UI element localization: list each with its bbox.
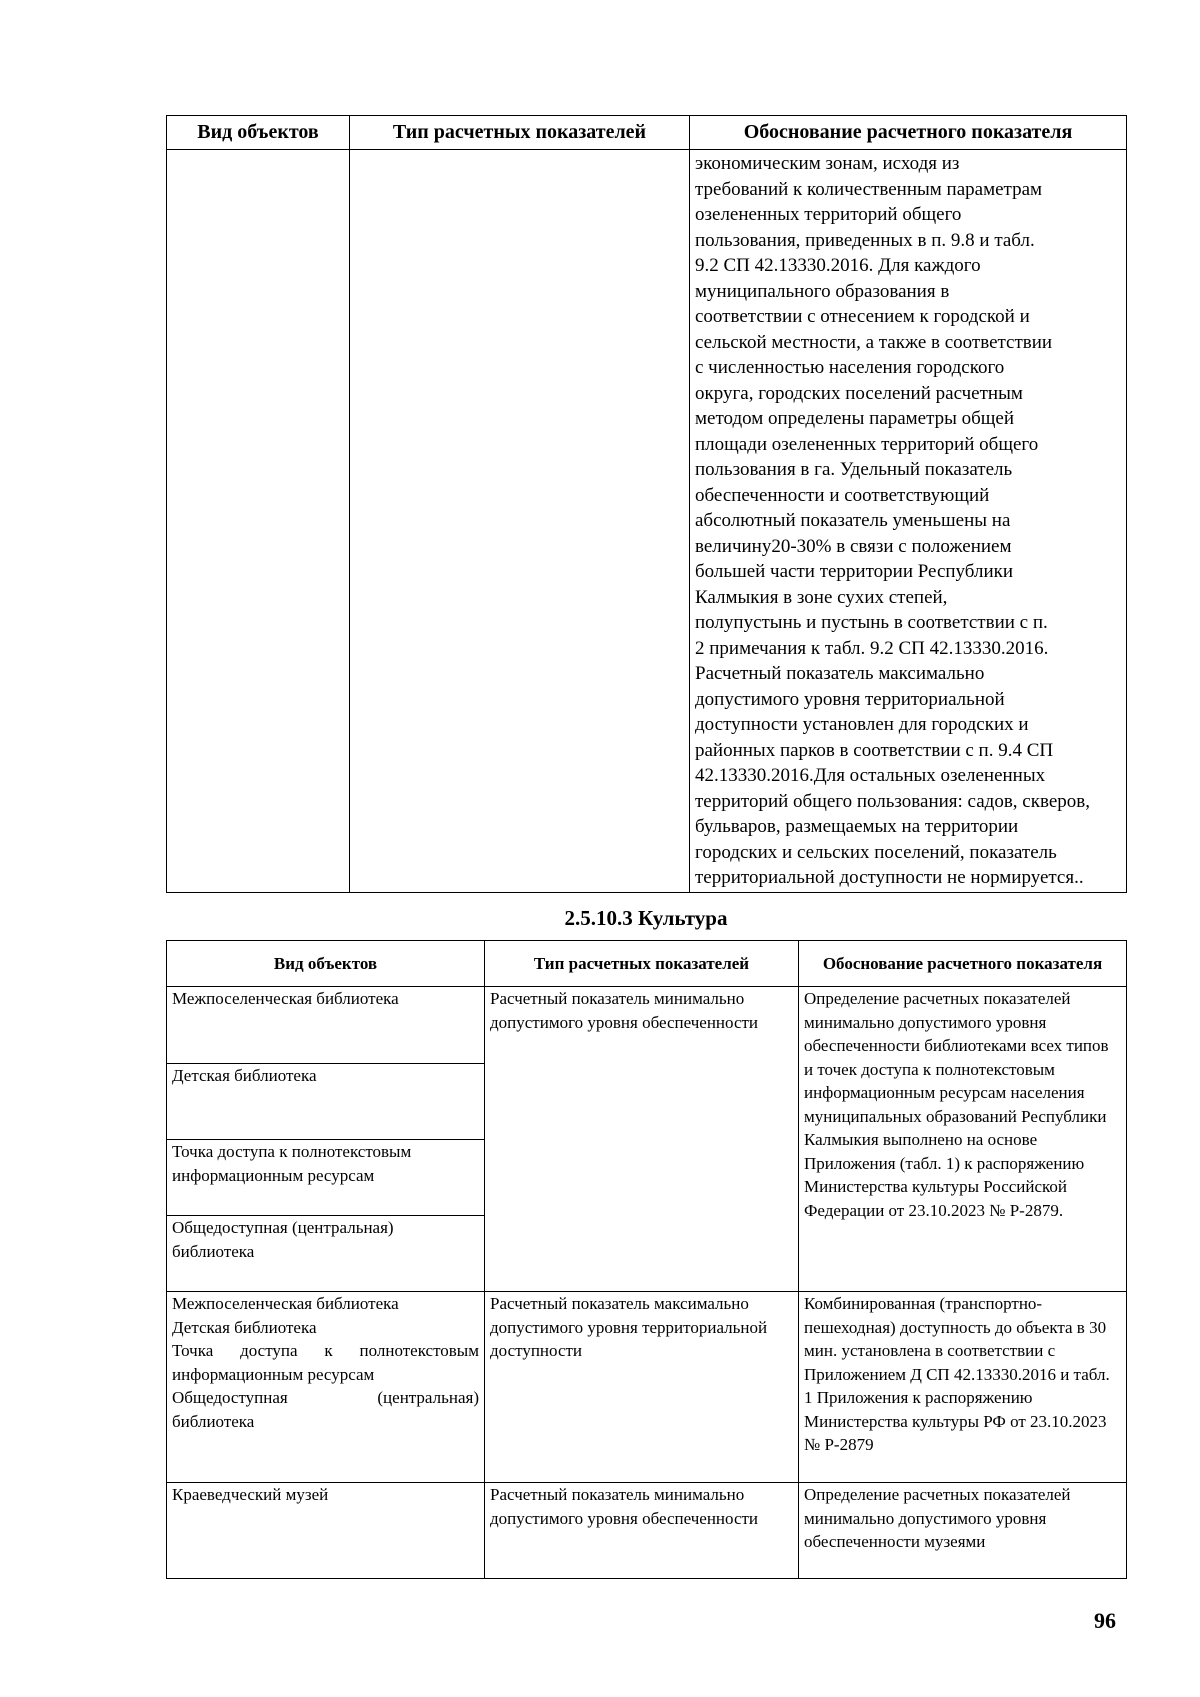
header-object-type: Вид объектов bbox=[167, 941, 485, 987]
header-object-type: Вид объектов bbox=[167, 116, 350, 150]
justification-line: полупустынь и пустынь в соответствии с п. bbox=[695, 612, 1048, 633]
cell-justification bbox=[690, 150, 1127, 893]
justification-line: 2 примечания к табл. 9.2 СП 42.13330.2016. bbox=[695, 637, 1049, 659]
section-title: 2.5.10.3 Культура bbox=[564, 906, 728, 930]
cell-object-list bbox=[167, 1292, 485, 1483]
cell-indicator-type bbox=[350, 150, 690, 893]
header-justification: Обоснование расчетного показателя bbox=[690, 116, 1127, 150]
justification-line: пользования, приведенных в п. 9.8 и табл. bbox=[695, 229, 1035, 251]
object-line: Точка доступа к полнотекстовым информационным ресурсам bbox=[172, 1341, 479, 1384]
cell-indicator-type: Расчетный показатель минимально допустимого уровня обеспеченности bbox=[485, 1483, 799, 1579]
header-indicator-type: Тип расчетных показателей bbox=[350, 116, 690, 150]
page-number: 96 bbox=[1094, 1608, 1116, 1633]
cell-justification: Комбинированная (транспортно-пешеходная) доступность до объекта в 30 мин. установлена в соответствии с Приложением Д СП 42.13330.2016 и табл. 1 Приложения к распоряжению Министерства культуры РФ от 23.10.2023 № Р-2879 bbox=[799, 1292, 1127, 1483]
table-header-row bbox=[167, 941, 1127, 987]
justification-line: 9.2 СП 42.13330.2016. Для каждого bbox=[695, 255, 981, 276]
justification-line: округа, городских поселений расчетным bbox=[695, 382, 1023, 404]
justification-line: 42.13330.2016.Для остальных озелененных bbox=[695, 765, 1046, 786]
justification-line: обеспеченности и соответствующий bbox=[695, 484, 990, 506]
justification-line: сельской местности, а также в соответствии bbox=[695, 331, 1053, 353]
justification-line: Калмыкия в зоне сухих степей, bbox=[695, 586, 948, 608]
justification-line: Расчетный показатель максимально bbox=[695, 663, 985, 684]
justification-line: бульваров, размещаемых на территории bbox=[695, 816, 1019, 837]
cell-object-access-point: Точка доступа к полнотекстовым информационным ресурсам bbox=[167, 1140, 485, 1216]
justification-line: методом определены параметры общей bbox=[695, 408, 1015, 429]
cell-indicator-type: Расчетный показатель минимально допустимого уровня обеспеченности bbox=[485, 987, 799, 1292]
justification-line: территориальной доступности не нормируется.. bbox=[695, 867, 1084, 888]
justification-line: соответствии с отнесением к городской и bbox=[695, 306, 1030, 327]
table-row bbox=[167, 1292, 1127, 1483]
justification-line: большей части территории Республики bbox=[695, 561, 1014, 582]
justification-line: муниципального образования в bbox=[695, 280, 950, 302]
justification-line: с численностью населения городского bbox=[695, 357, 1005, 378]
justification-line: пользования в га. Удельный показатель bbox=[695, 459, 1013, 480]
header-justification: Обоснование расчетного показателя bbox=[799, 941, 1127, 987]
justification-line: требований к количественным параметрам bbox=[695, 178, 1043, 200]
table-header-row bbox=[167, 116, 1127, 150]
justification-line: территорий общего пользования: садов, скверов, bbox=[695, 790, 1090, 812]
justification-line: абсолютный показатель уменьшены на bbox=[695, 510, 1011, 531]
justification-line: экономическим зонам, исходя из bbox=[695, 153, 960, 174]
table-row bbox=[167, 1483, 1127, 1579]
table-continuation bbox=[166, 115, 1127, 893]
cell-object-type bbox=[167, 150, 350, 893]
table-culture bbox=[166, 940, 1127, 1579]
justification-line: городских и сельских поселений, показатель bbox=[695, 841, 1057, 863]
justification-line: районных парков в соответствии с п. 9.4 СП bbox=[695, 739, 1054, 761]
cell-object-museum: Краеведческий музей bbox=[167, 1483, 485, 1579]
table-row bbox=[167, 987, 1127, 1064]
header-indicator-type: Тип расчетных показателей bbox=[485, 941, 799, 987]
object-line: Межпоселенческая библиотека bbox=[172, 1294, 399, 1313]
cell-object-interset-library: Межпоселенческая библиотека bbox=[167, 987, 485, 1064]
justification-line: доступности установлен для городских и bbox=[695, 714, 1029, 735]
justification-line: площади озелененных территорий общего bbox=[695, 433, 1039, 455]
justification-line: величину20-30% в связи с положением bbox=[695, 535, 1012, 557]
cell-justification: Определение расчетных показателей минимально допустимого уровня обеспеченности библиотеками всех типов и точек доступа к полнотекстовым информационным ресурсам населения муниципальных образований Республики Калмыкия выполнено на основе Приложения (табл. 1) к распоряжению Министерства культуры Российской Федерации от 23.10.2023 № Р-2879. bbox=[799, 987, 1127, 1292]
cell-justification: Определение расчетных показателей минимально допустимого уровня обеспеченности музеями bbox=[799, 1483, 1127, 1579]
object-line: Общедоступная (центральная) библиотека bbox=[172, 1388, 479, 1431]
cell-indicator-type: Расчетный показатель максимально допустимого уровня территориальной доступности bbox=[485, 1292, 799, 1483]
cell-object-public-library: Общедоступная (центральная) библиотека bbox=[167, 1216, 485, 1292]
justification-line: допустимого уровня территориальной bbox=[695, 688, 1005, 710]
justification-line: озелененных территорий общего bbox=[695, 204, 962, 225]
cell-object-children-library: Детская библиотека bbox=[167, 1064, 485, 1140]
object-line: Детская библиотека bbox=[172, 1317, 317, 1337]
table-row bbox=[167, 150, 1127, 893]
